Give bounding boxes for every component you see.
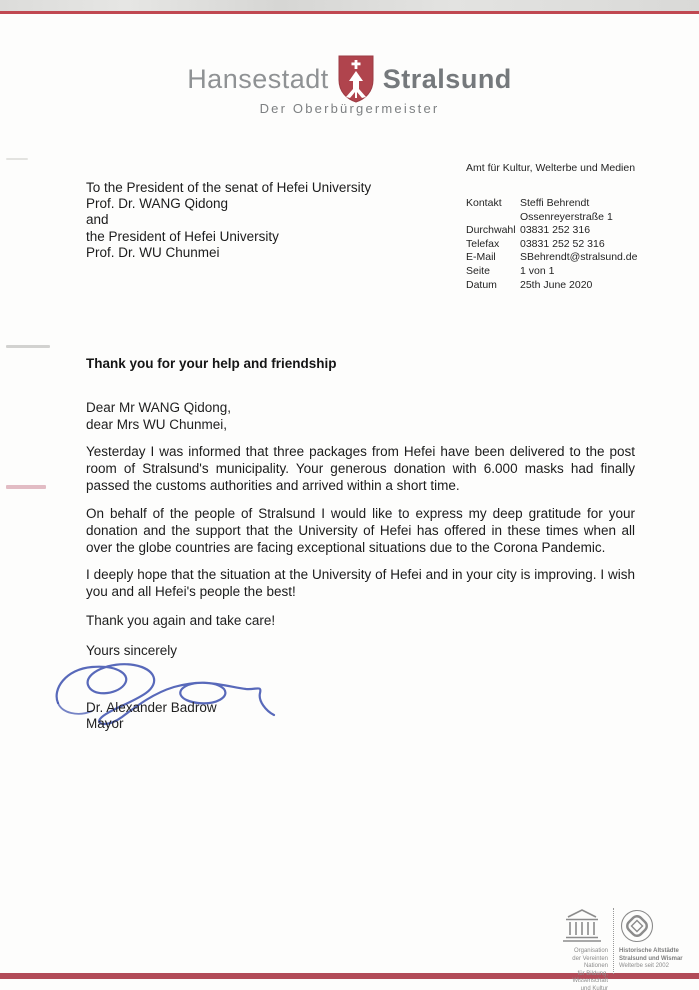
signer-name: Dr. Alexander Badrow [86, 700, 217, 715]
salutation-line: dear Mrs WU Chunmei, [86, 416, 228, 432]
unesco-caption-line: für Bildung, Wissenschaft [572, 970, 608, 984]
unesco-caption-line: und Kultur [580, 985, 608, 990]
contact-value: 1 von 1 [520, 264, 555, 277]
unesco-logo-icon [561, 908, 603, 944]
fold-mark [6, 485, 46, 489]
contact-value: 03831 252 316 [520, 224, 591, 237]
contact-value: Steffi Behrendt [520, 197, 590, 209]
contact-value: 03831 252 52 316 [520, 237, 605, 250]
subject-line: Thank you for your help and friendship [86, 356, 337, 371]
scan-red-line-top [0, 11, 699, 14]
contact-row [466, 279, 637, 293]
thanks-line: Thank you again and take care! [86, 613, 276, 628]
scan-edge-top [0, 0, 699, 11]
contact-email-value: SBehrendt@stralsund.de [520, 251, 638, 264]
fold-mark [6, 158, 28, 160]
stralsund-shield-icon [338, 55, 374, 103]
signature-block [86, 700, 217, 732]
contact-row [466, 238, 637, 252]
body-paragraph: Yesterday I was informed that three packages from Hefei have been delivered to the post room of Stralsund's municipality. Your generous donation with 6.000 masks had finally passed the customs authorities and arrived within a short time. [86, 444, 635, 493]
department-line: Amt für Kultur, Welterbe und Medien [466, 162, 636, 174]
contact-label: E-Mail [466, 251, 496, 264]
closing-line: Yours sincerely [86, 643, 178, 658]
contact-row [466, 251, 637, 265]
world-heritage-emblem-icon [619, 908, 655, 944]
letterhead-city-name: Stralsund [382, 63, 512, 94]
letterhead [0, 55, 699, 103]
unesco-caption-line: der Vereinten Nationen [572, 955, 608, 969]
contact-value: 25th June 2020 [520, 278, 593, 291]
contact-label [466, 211, 520, 225]
salutation [86, 400, 231, 433]
contact-row [466, 265, 637, 279]
recipient-line: To the President of the senat of Hefei University [86, 180, 372, 195]
body-paragraph: I deeply hope that the situation at the University of Hefei and in your city is improving. I wish you and all Hefei's people the best! [86, 567, 635, 599]
contact-label: Durchwahl [466, 224, 516, 237]
contact-row [466, 224, 637, 238]
unesco-caption-line: Organisation [573, 948, 608, 954]
heritage-caption-line: Historische Altstädte [619, 948, 679, 954]
recipient-line: and [86, 212, 109, 228]
letterhead-office-title: Der Oberbürgermeister [259, 101, 440, 116]
recipient-address [86, 180, 371, 261]
salutation-line: Dear Mr WANG Qidong, [86, 400, 232, 415]
recipient-line: Prof. Dr. WU Chunmei [86, 244, 220, 260]
recipient-line: the President of Hefei University [86, 228, 279, 244]
fold-mark [6, 345, 50, 348]
heritage-caption-line: Welterbe seit 2002 [619, 963, 669, 969]
contact-label: Datum [466, 278, 497, 291]
unesco-caption [556, 948, 608, 990]
contact-row [466, 197, 637, 211]
signer-title: Mayor [86, 716, 124, 732]
unesco-block [556, 908, 608, 990]
contact-label: Telefax [466, 237, 500, 250]
world-heritage-caption [619, 948, 683, 971]
footer-dotted-divider [613, 908, 614, 974]
contact-label: Kontakt [466, 197, 502, 209]
heritage-caption-line: Stralsund und Wismar [619, 955, 683, 962]
recipient-line: Prof. Dr. WANG Qidong [86, 196, 229, 212]
contact-label: Seite [466, 264, 490, 277]
contact-row [466, 211, 637, 225]
contact-value: Ossenreyerstraße 1 [520, 210, 613, 223]
body-paragraph: On behalf of the people of Stralsund I would like to express my deep gratitude for your donation and the support that the University of Hefei has offered in these times when all over the globe countries are facing exceptional situations due to the Corona Pandemic. [86, 506, 635, 555]
contact-info-block [466, 197, 637, 292]
world-heritage-block [619, 908, 697, 971]
letterhead-city-prefix: Hansestadt [187, 63, 329, 94]
footer-logos [556, 908, 697, 990]
